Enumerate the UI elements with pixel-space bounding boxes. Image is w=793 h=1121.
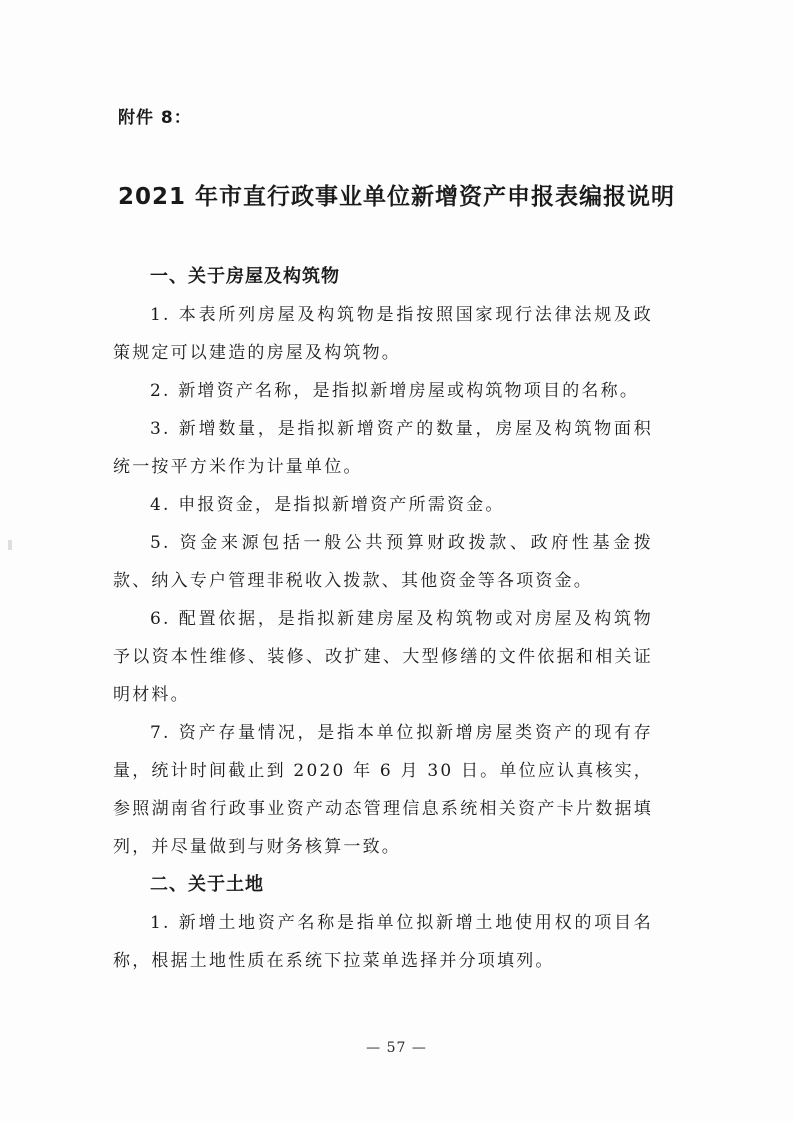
paragraph: 7. 资产存量情况，是指本单位拟新增房屋类资产的现有存量，统计时间截止到 2020 年 6 月 30 日。单位应认真核实，参照湖南省行政事业资产动态管理信息系统相关资产卡片数据填列，并尽量做到与财务核算一致。	[113, 723, 653, 857]
paragraph: 3. 新增数量，是指拟新增资产的数量，房屋及构筑物面积统一按平方米作为计量单位。	[113, 419, 653, 477]
section-heading-buildings: 一、关于房屋及构筑物	[150, 266, 340, 287]
paragraph: 2. 新增资产名称，是指拟新增房屋或构筑物项目的名称。	[150, 381, 640, 401]
paragraph: 1. 新增土地资产名称是指单位拟新增土地使用权的项目名称，根据土地性质在系统下拉菜单选择并分项填列。	[113, 913, 653, 971]
paragraph: 5. 资金来源包括一般公共预算财政拨款、政府性基金拨款、纳入专户管理非税收入拨款、其他资金等各项资金。	[113, 533, 653, 591]
section-heading-land: 二、关于土地	[150, 874, 264, 895]
page-number: — 57 —	[366, 1040, 427, 1056]
attachment-label: 附件 8：	[118, 108, 192, 128]
scan-margin-mark	[8, 540, 12, 550]
paragraph: 1. 本表所列房屋及构筑物是指按照国家现行法律法规及政策规定可以建造的房屋及构筑物。	[113, 305, 653, 363]
paragraph: 4. 申报资金，是指拟新增资产所需资金。	[150, 495, 505, 515]
document-title: 2021 年市直行政事业单位新增资产申报表编报说明	[117, 184, 676, 210]
paragraph: 6. 配置依据，是指拟新建房屋及构筑物或对房屋及构筑物予以资本性维修、装修、改扩建、大型修缮的文件依据和相关证明材料。	[113, 609, 653, 705]
document-body	[113, 258, 653, 980]
